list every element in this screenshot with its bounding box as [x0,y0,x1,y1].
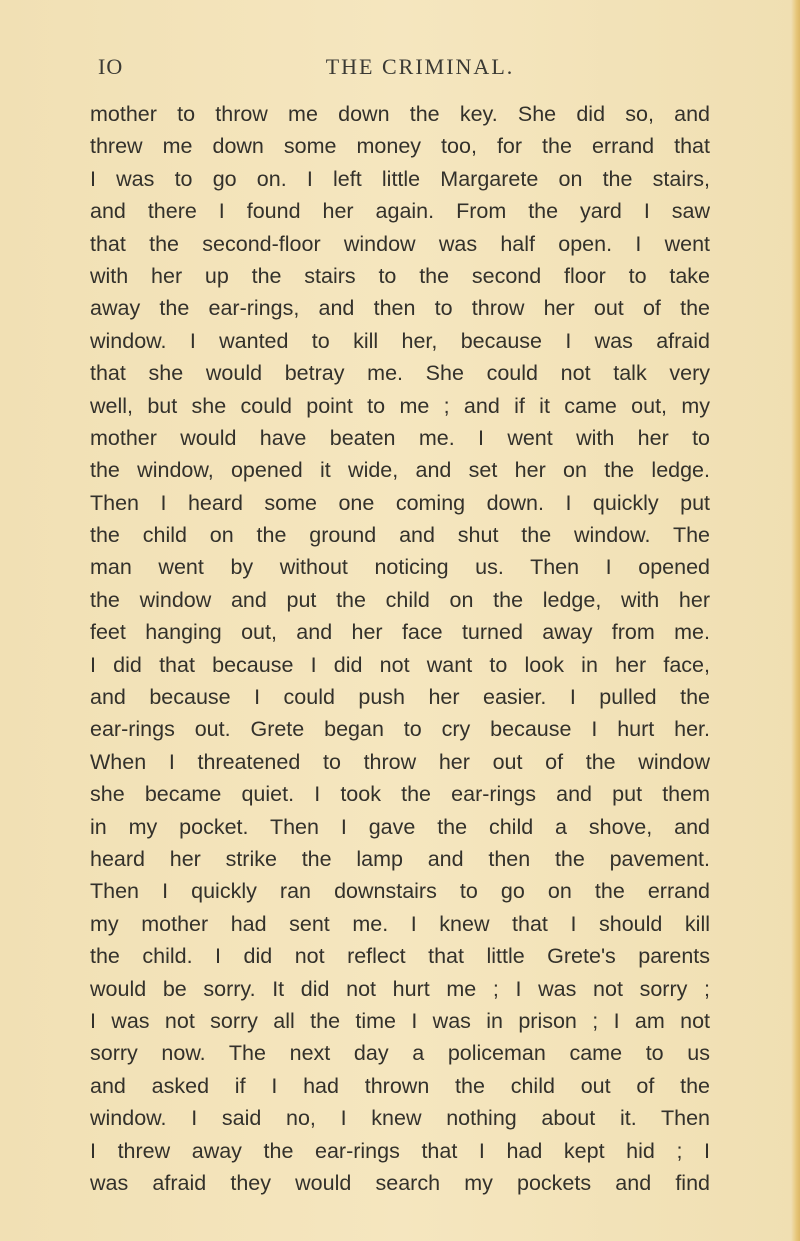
text-line: mother would have beaten me. I went with her to [90,425,710,450]
text-line: and asked if I had thrown the child out of the [90,1073,710,1098]
text-line: that she would betray me. She could not talk very [90,361,710,386]
text-line: would be sorry. It did not hurt me ; I was not sorry ; [90,976,710,1001]
text-line: she became quiet. I took the ear-rings and put them [90,782,710,807]
page-number: IO [98,54,124,79]
text-line: Then I heard some one coming down. I quickly put [90,490,710,515]
text-line: away the ear-rings, and then to throw her out of the [90,296,710,321]
text-line: heard her strike the lamp and then the pavement. [90,846,710,871]
body-text [90,98,710,1199]
text-line: and there I found her again. From the yard I saw [90,199,710,224]
text-line: man went by without noticing us. Then I opened [90,555,710,580]
text-line: I was to go on. I left little Margarete on the stairs, [90,166,710,191]
text-line: with her up the stairs to the second floor to take [90,263,710,288]
text-line: that the second-floor window was half open. I went [90,231,710,256]
text-line: the window, opened it wide, and set her on the ledge. [90,458,710,483]
text-line: the child on the ground and shut the window. The [90,523,710,548]
text-line: When I threatened to throw her out of the window [90,749,710,774]
page-header [90,54,710,88]
text-line: window. I said no, I knew nothing about it. Then [90,1106,710,1131]
text-line: well, but she could point to me ; and if it came out, my [90,393,710,418]
text-line: sorry now. The next day a policeman came to us [90,1041,710,1066]
text-line: mother to throw me down the key. She did so, and [90,102,710,126]
running-head: THE CRIMINAL. [325,54,515,79]
text-line: I threw away the ear-rings that I had kept hid ; I [90,1138,710,1163]
text-line: ear-rings out. Grete began to cry because I hurt her. [90,717,710,742]
text-line: threw me down some money too, for the errand that [90,134,710,159]
text-line: the child. I did not reflect that little Grete's parents [90,944,710,969]
text-line: was afraid they would search my pockets and find [90,1170,710,1195]
text-line: feet hanging out, and her face turned away from me. [90,620,710,645]
text-line: in my pocket. Then I gave the child a shove, and [90,814,710,839]
text-line: I did that because I did not want to look in her face, [90,652,710,677]
text-line: my mother had sent me. I knew that I should kill [90,911,710,936]
text-line: window. I wanted to kill her, because I was afraid [90,328,710,353]
page-edge-shadow [791,0,800,1241]
text-line: Then I quickly ran downstairs to go on the errand [90,879,710,904]
text-line: I was not sorry all the time I was in prison ; I am not [90,1008,710,1033]
text-line: and because I could push her easier. I pulled the [90,685,710,710]
text-line: the window and put the child on the ledge, with her [90,587,710,612]
